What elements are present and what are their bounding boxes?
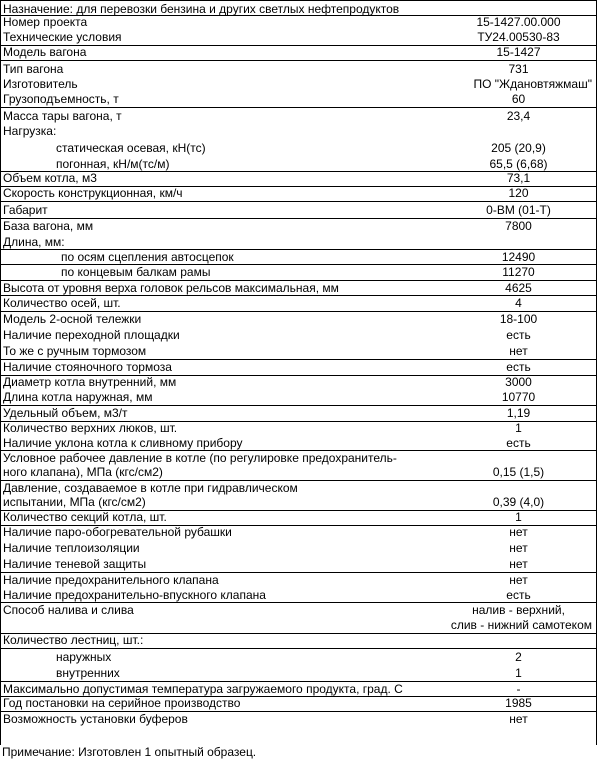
row-value: есть [506,360,531,374]
row-value: 23,4 [506,109,531,123]
table-row [0,140,597,156]
table-row [0,450,597,481]
row-label: Удельный объем, м3/т [3,406,128,420]
table-row [0,681,597,697]
row-value: ТУ24.00530-83 [477,30,560,44]
row-value: 1,19 [506,406,531,420]
row-value: нет [509,344,528,358]
header-row [0,0,597,16]
table-row [0,186,597,202]
row-label: Нагрузка: [3,124,57,138]
table-row [0,480,597,511]
row-label: Наличие теневой защиты [3,557,147,571]
table-row [0,91,597,108]
table-row [0,359,597,376]
row-value: 1985 [505,696,532,710]
table-row [0,421,597,437]
row-value: нет [509,541,528,555]
row-value: 10770 [501,390,536,404]
table-row [0,375,597,390]
row-value: 0,39 (4,0) [492,495,545,509]
row-value: есть [506,588,531,602]
row-value: есть [506,328,531,342]
table-row [0,696,597,712]
table-row [0,45,597,61]
row-label: Количество осей, шт. [3,296,121,310]
row-value: 18-100 [499,312,538,326]
row-value: 7800 [505,219,532,233]
row-value: 15-1427 [496,45,541,59]
table-row [0,76,597,91]
row-label: Наличие стояночного тормоза [3,360,172,374]
row-value: нет [509,525,528,539]
row-label: Модель 2-осной тележки [3,312,142,326]
row-label: Количество секций котла, шт. [3,510,167,524]
row-value: налив - верхний, [472,603,565,617]
footnote: Примечание: Изготовлен 1 опытный образец. [2,745,257,759]
table-row [0,510,597,526]
row-label: ного клапана), МПа (кгс/см2) [3,465,163,479]
table-row [0,30,597,46]
row-label: Технические условия [3,30,122,44]
table-row [0,107,597,124]
table-row [0,280,597,296]
table-row [0,437,597,451]
row-value: 731 [508,62,529,76]
row-value: 1 [515,421,522,435]
row-label: испытании, МПа (кгс/см2) [3,495,146,509]
row-value: 120 [508,186,529,200]
row-label: внутренних [56,666,120,680]
row-label: Изготовитель [3,77,78,91]
row-label: статическая осевая, кН(тс) [56,141,206,155]
row-value: есть [506,436,531,450]
table-row [0,390,597,406]
row-label: Количество лестниц, шт.: [3,633,144,647]
row-value: 60 [511,92,526,106]
row-label: Наличие переходной площадки [3,328,180,342]
table-row [0,295,597,312]
table-row [0,602,597,634]
row-value: 4625 [505,281,532,295]
row-value: ПО "Ждановтяжмаш" [473,77,592,91]
row-label: Наличие теплоизоляции [3,541,140,555]
row-value: 65,5 (6,68) [489,157,548,171]
table-row [0,171,597,187]
table-row [0,633,597,649]
row-label: погонная, кН/м(тс/м) [56,157,170,171]
table-row [0,264,597,281]
table-row [0,156,597,172]
row-label: Условное рабочее давление в котле (по регулировке предохранитель- [3,451,397,465]
row-label: по концевым балкам рамы [61,265,211,279]
row-value: 205 (20,9) [491,141,546,155]
table-row [0,61,597,76]
row-label: наружных [56,650,112,664]
table-row [0,664,597,682]
row-label: Длина, мм: [3,235,65,249]
table-row [0,405,597,422]
table-row [0,343,597,360]
table-row [0,218,597,234]
row-label: Скорость конструкционная, км/ч [3,186,183,200]
table-row [0,249,597,265]
row-label: База вагона, мм [3,219,94,233]
row-label: Максимально допустимая температура загружаемого продукта, град. С [3,682,403,696]
row-value: слив - нижний самотеком [450,618,592,632]
row-label: Грузоподъемность, т [3,92,119,106]
table-row [0,234,597,250]
row-label: Способ налива и слива [3,603,134,617]
row-label: Количество верхних люков, шт. [3,421,178,435]
row-label: Длина котла наружная, мм [3,390,153,404]
row-label: Тип вагона [3,62,64,76]
row-value: 1 [515,666,522,680]
row-value: 73,1 [506,171,531,185]
row-value: нет [509,573,528,587]
table-row [0,557,597,573]
table-row [0,124,597,140]
row-label: Год постановки на серийное производство [3,696,241,710]
row-label: Наличие предохранительного клапана [3,573,219,587]
row-label: Габарит [3,203,48,217]
row-value: 11270 [502,265,535,279]
row-value: нет [509,557,528,571]
row-value: нет [509,712,528,726]
row-value: 0-ВМ (01-Т) [486,203,551,217]
row-label: Модель вагона [3,45,87,59]
table-row [0,572,597,588]
row-label: Наличие предохранительно-впускного клапана [3,588,266,602]
row-label: Масса тары вагона, т [3,109,122,123]
row-value: 15-1427.00.000 [476,15,561,29]
row-label: Наличие паро-обогревательной рубашки [3,525,232,539]
row-label: Наличие уклона котла к сливному прибору [3,436,243,450]
table-row [0,201,597,219]
row-value: 0,15 (1,5) [492,465,545,479]
row-value: 3000 [505,375,532,389]
row-label: Высота от уровня верха головок рельсов максимальная, мм [3,281,339,295]
row-label: Номер проекта [3,15,88,29]
row-value: - [516,682,521,696]
table-row [0,588,597,603]
row-value: 4 [515,296,522,310]
table-row [0,311,597,327]
table-row [0,15,597,30]
row-label: Давление, создаваемое в котле при гидравлическом [3,481,298,495]
row-value: 12490 [501,250,536,264]
row-label: Возможность установки буферов [3,712,188,726]
row-value: 2 [515,650,522,664]
row-label: Объем котла, м3 [3,171,97,185]
row-value: 1 [515,510,522,524]
header-text: Назначение: для перевозки бензина и других светлых нефтепродуктов [3,2,400,16]
table-row [0,525,597,541]
table-row [0,648,597,664]
row-label: Диаметр котла внутренний, мм [3,375,177,389]
table-row [0,327,597,343]
row-label: То же с ручным тормозом [3,344,147,358]
table-row [0,541,597,557]
table-row [0,711,597,745]
row-label: по осям сцепления автосцепок [61,250,234,264]
